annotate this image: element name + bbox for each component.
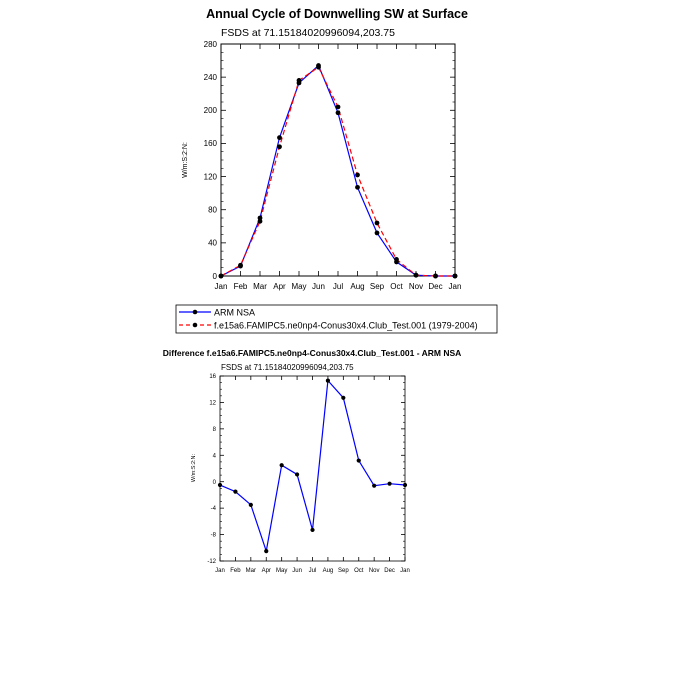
chart1-series-1-point — [258, 219, 263, 224]
chart1-series-1-point — [219, 274, 224, 279]
chart1-series-1-point — [297, 78, 302, 83]
chart2-xtick-label: Dec — [384, 568, 395, 574]
legend-label-arm-nsa: ARM NSA — [214, 307, 256, 318]
legend-marker-model — [193, 323, 198, 328]
chart1-series-1-point — [238, 263, 243, 268]
chart1-ylabel: W/m:S:2:N: — [182, 142, 189, 178]
chart2-xtick-label: May — [275, 568, 288, 574]
chart1-xtick-label: Nov — [408, 282, 424, 291]
chart2-ylabel: W/m:S:2:N: — [191, 453, 197, 483]
chart1-series-1-point — [414, 273, 419, 278]
chart1-ytick-label: 200 — [203, 106, 217, 116]
chart1-xtick-label: Jul — [332, 282, 344, 291]
chart2-series-0-point — [218, 483, 222, 487]
chart1-series-1-point — [355, 173, 360, 178]
chart2-series-0-point — [233, 490, 237, 494]
chart2-xtick-label: Jul — [308, 568, 317, 574]
chart1-subtitle: FSDS at 71.15184020996094,203.75 — [221, 27, 395, 39]
chart1-series-1-point — [453, 274, 458, 279]
chart1-xtick-label: Dec — [428, 282, 443, 291]
chart2-series-0-point — [341, 396, 345, 400]
chart2-series-0-point — [310, 528, 314, 532]
legend-entry-model — [179, 321, 478, 331]
chart1-xtick-label: Oct — [390, 282, 403, 291]
chart1-series-1-point — [375, 221, 380, 226]
chart2-ytick-label: 4 — [212, 453, 216, 460]
chart1-series-1-point — [336, 105, 341, 110]
chart2-xtick-label: Feb — [230, 568, 241, 574]
chart1-xtick-label: Aug — [350, 282, 365, 291]
chart1-series-1-point — [394, 257, 399, 262]
chart1-ytick-label: 240 — [203, 72, 217, 82]
chart2-xtick-label: Sep — [337, 568, 349, 574]
chart2-ytick-label: 12 — [209, 400, 216, 407]
chart1-xtick-label: Jan — [214, 282, 228, 291]
chart1-series-0-line — [221, 66, 455, 276]
chart-difference — [163, 348, 462, 574]
chart2-xtick-label: Apr — [261, 568, 271, 574]
chart1-ytick-label: 80 — [208, 205, 217, 215]
chart1-ytick-label: 160 — [203, 139, 217, 149]
chart2-series-0-point — [357, 458, 361, 462]
chart1-xtick-label: Sep — [369, 282, 385, 291]
chart2-xtick-label: Jan — [215, 568, 225, 574]
chart-annual-cycle — [176, 7, 497, 333]
chart1-ytick-label: 120 — [203, 172, 217, 182]
chart2-xtick-label: Aug — [322, 568, 334, 574]
chart1-title: Annual Cycle of Downwelling SW at Surface — [206, 7, 468, 21]
chart2-plot-frame — [220, 376, 405, 561]
chart1-plot-frame — [221, 44, 455, 276]
chart1-xtick-label: Apr — [273, 282, 286, 291]
chart1-xtick-label: Jun — [312, 282, 325, 291]
chart1-ytick-label: 0 — [212, 271, 217, 281]
chart2-ytick-label: 0 — [212, 479, 216, 486]
chart1-series-0-point — [336, 110, 341, 115]
chart2-series-0-point — [403, 483, 407, 487]
chart1-series-0-point — [355, 185, 360, 190]
chart2-xtick-label: Jun — [292, 568, 302, 574]
chart2-xtick-label: Nov — [368, 568, 380, 574]
legend-marker-arm-nsa — [193, 310, 198, 315]
chart1-series-0-point — [375, 231, 380, 236]
chart2-subtitle: FSDS at 71.15184020996094,203.75 — [221, 363, 354, 372]
chart2-xtick-label: Mar — [245, 568, 257, 574]
chart2-ytick-label: -4 — [210, 506, 216, 513]
chart2-series-0-point — [295, 472, 299, 476]
chart1-xtick-label: May — [291, 282, 307, 291]
chart2-series-0-point — [326, 379, 330, 383]
chart2-series-0-point — [249, 503, 253, 507]
chart2-title: Difference f.e15a6.FAMIPC5.ne0np4-Conus30x4.Club_Test.001 - ARM NSA — [162, 348, 462, 358]
chart1-series-1-line — [221, 67, 455, 276]
chart2-xtick-label: Oct — [354, 568, 364, 574]
chart2-series-0-point — [280, 463, 284, 467]
chart1-xtick-label: Mar — [253, 282, 267, 291]
chart2-series-0-point — [372, 484, 376, 488]
chart1-xtick-label: Feb — [233, 282, 248, 291]
chart1-series-1-point — [316, 65, 321, 70]
chart2-series-0-point — [387, 482, 391, 486]
chart1-series-0-point — [277, 135, 282, 140]
chart1-ytick-label: 40 — [208, 238, 217, 248]
chart1-series-1-point — [277, 144, 282, 149]
chart2-xtick-label: Jan — [400, 568, 410, 574]
chart1-ytick-label: 280 — [203, 39, 217, 49]
chart1-series-1-point — [433, 274, 438, 279]
legend-label-model: f.e15a6.FAMIPC5.ne0np4-Conus30x4.Club_Test.001 (1979-2004) — [214, 320, 478, 331]
chart2-ytick-label: 16 — [209, 374, 216, 381]
chart2-ytick-label: 8 — [212, 426, 216, 433]
chart2-series-0-line — [220, 381, 405, 551]
chart2-series-0-point — [264, 549, 268, 553]
chart2-ytick-label: -8 — [210, 532, 216, 539]
chart2-ytick-label: -12 — [207, 559, 216, 566]
chart1-xtick-label: Jan — [448, 282, 462, 291]
